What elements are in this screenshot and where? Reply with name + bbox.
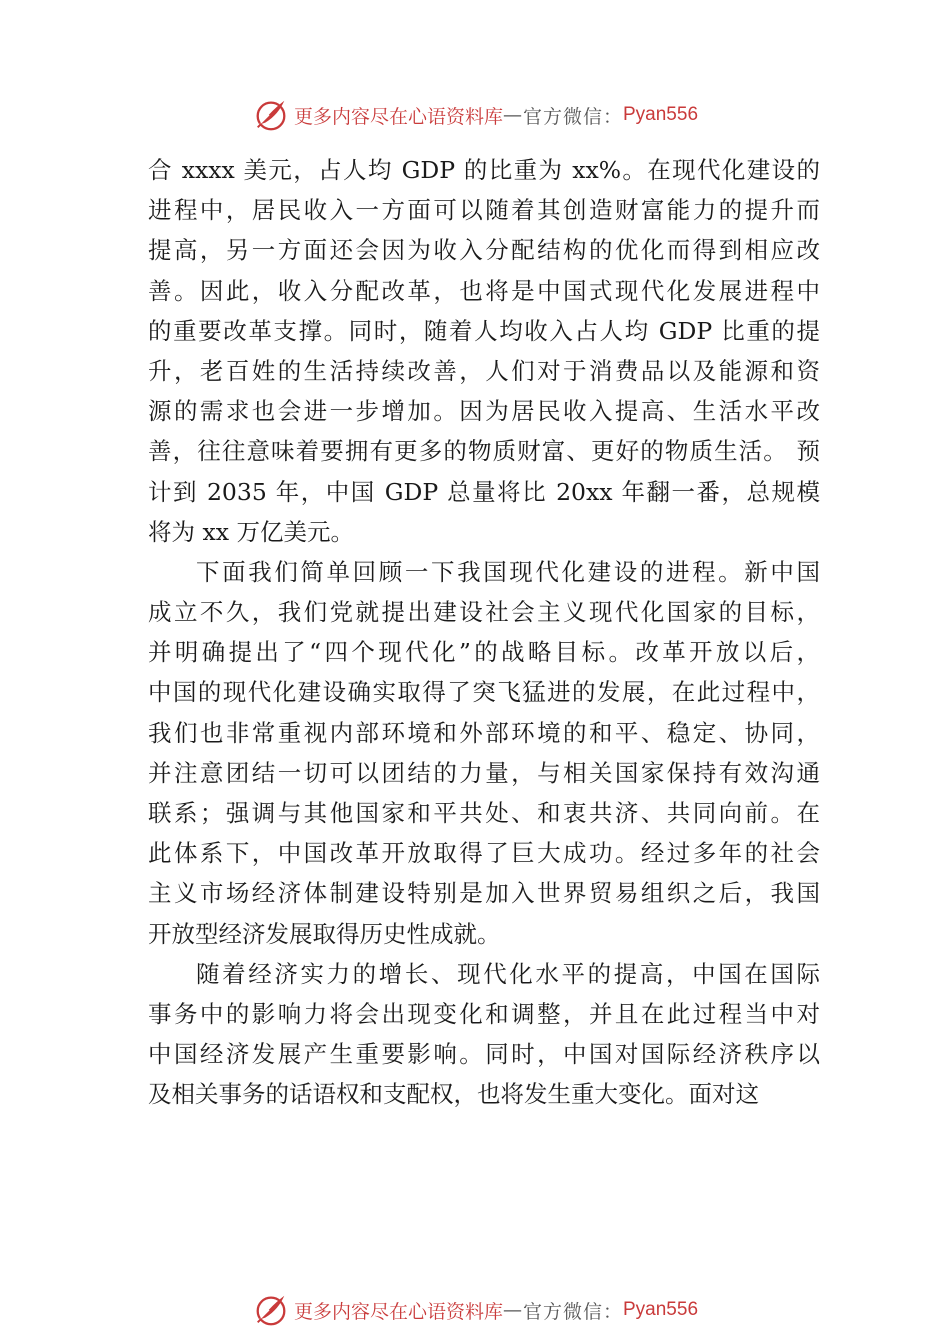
text-line: 联系；强调与其他国家和平共处、和衷共济、共同向前。在: [148, 799, 820, 827]
text-line: 事务中的影响力将会出现变化和调整，并且在此过程当中对: [148, 999, 820, 1028]
footer-banner: [0, 1290, 950, 1330]
text-line: 源的需求也会进一步增加。因为居民收入提高、生活水平改: [148, 397, 820, 426]
text-line: 合 xxxx 美元，占人均 GDP 的比重为 xx%。在现代化建设的: [148, 156, 820, 184]
document-body: [148, 150, 820, 1115]
text-line: 我们也非常重视内部环境和外部环境的和平、稳定、协同，: [148, 718, 820, 747]
text-line: 随着经济实力的增长、现代化水平的提高，中国在国际: [196, 959, 820, 988]
banner-dash: —: [502, 1299, 523, 1321]
text-line: 计到 2035 年，中国 GDP 总量将比 20xx 年翻一番，总规模: [148, 477, 820, 506]
banner-title: 更多内容尽在心语资料库: [293, 1300, 503, 1323]
paragraph: [148, 552, 820, 954]
banner-wechat-label: 官方微信：: [522, 105, 623, 128]
text-line: 的重要改革支撑。同时，随着人均收入占人均 GDP 比重的提: [148, 316, 820, 345]
text-line: 成立不久，我们党就提出建设社会主义现代化国家的目标，: [148, 598, 820, 627]
paragraph: [148, 150, 820, 552]
quill-pen-logo-icon: [252, 96, 290, 134]
text-line: 此体系下，中国改革开放取得了巨大成功。经过多年的社会: [148, 839, 820, 868]
text-line: 升，老百姓的生活持续改善，人们对于消费品以及能源和资: [148, 356, 820, 385]
banner-title: 更多内容尽在心语资料库: [293, 105, 503, 128]
text-line: 善，往往意味着要拥有更多的物质财富、更好的物质生活。 预: [148, 437, 820, 466]
text-line: 中国经济发展产生重要影响。同时，中国对国际经济秩序以: [148, 1040, 820, 1069]
text-line: 及相关事务的话语权和支配权，也将发生重大变化。面对这: [148, 1080, 759, 1109]
text-line: 中国的现代化建设确实取得了突飞猛进的发展，在此过程中，: [148, 678, 820, 707]
banner-wechat-label: 官方微信：: [522, 1300, 623, 1323]
banner-dash: —: [502, 104, 523, 126]
header-banner: [0, 95, 950, 135]
text-line: 主义市场经济体制建设特别是加入世界贸易组织之后，我国: [148, 879, 820, 908]
banner-wechat-id: Pyan556: [623, 104, 699, 125]
text-line: 并注意团结一切可以团结的力量，与相关国家保持有效沟通: [148, 758, 820, 787]
text-line: 将为 xx 万亿美元。: [148, 517, 354, 546]
text-line: 进程中，居民收入一方面可以随着其创造财富能力的提升而: [148, 196, 820, 225]
quill-pen-logo-icon: [252, 1291, 290, 1329]
paragraph: [148, 954, 820, 1115]
text-line: 下面我们简单回顾一下我国现代化建设的进程。新中国: [196, 557, 820, 586]
text-line: 开放型经济发展取得历史性成就。: [148, 919, 501, 948]
text-line: 提高，另一方面还会因为收入分配结构的优化而得到相应改: [148, 236, 820, 265]
text-line: 善。因此，收入分配改革，也将是中国式现代化发展进程中: [148, 276, 820, 305]
text-line: 并明确提出了“四个现代化”的战略目标。改革开放以后，: [148, 638, 820, 667]
banner-wechat-id: Pyan556: [623, 1299, 699, 1320]
